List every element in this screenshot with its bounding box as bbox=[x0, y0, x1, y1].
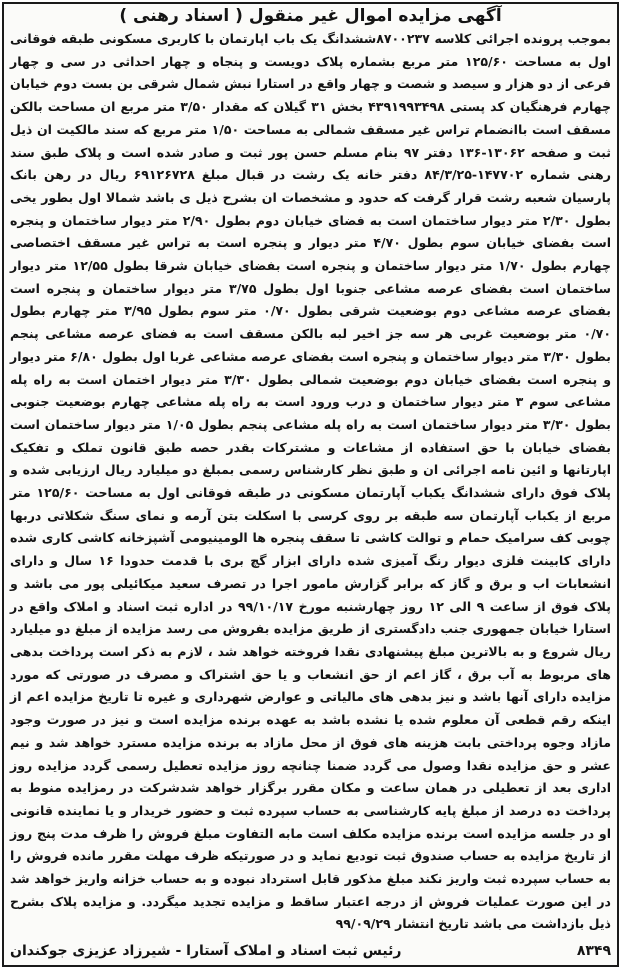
auction-notice bbox=[2, 2, 619, 967]
notice-body: بموجب پرونده اجرائی کلاسه ۸۷۰۰۲۳۷ششدانگ یک باب اپارتمان با کاربری مسکونی طبقه فوقانی اول به مساحت ۱۲۵/۶۰ متر مربع بشماره پلاک دویست و پنجاه و چهار احداثی در سی و چهار فرعی از دو هزار و سیصد و شصت و چهار واقع در استارا نبش شمال شرقی بن بست دوم خیابان چهارم فرهنگیان کد پستی ۴۳۹۱۹۹۳۴۹۸ بخش ۳۱ گیلان که مقدار ۳/۵۰ متر مربع ان مساحت بالکن مسقف است باانضمام تراس غیر مسقف شمالی به مساحت ۱/۵۰ متر مربع که سند مالکیت ان ذیل ثبت و صفحه ۱۳۰۶۲-۱۳۶ دفتر ۹۷ بنام مسلم حسن پور ثبت و صادر شده است و پلاک طبق سند رهنی شماره ۱۴۷۷۰۲-۸۴/۳/۲۵ دفتر خانه یک رشت در قبال مبلغ ۶۹۱۲۶۷۲۸ ریال در رهن بانک پارسیان شعبه رشت قرار گرفت که حدود و مشخصات ان بشرح ذیل ی باشد شمالا اول بطور یخی بطول ۲/۳۰ متر دیوار ساختمان است به فضای خیابان دوم بطول ۲/۹۰ متر دیوار ساختمان و پنجره است بفضای خیابان سوم بطول ۴/۷۰ متر دیوار و پنجره است به تراس غیر مسقف اختصاصی چهارم بطول ۱/۷۰ متر دیوار ساختمان و پنجره است بفضای خیابان شرقا بطول ۱۲/۵۵ متر دیوار ساختمان است بفضای عرصه مشاعی جنوبا اول بطول ۳/۷۵ متر دیوار ساختمان و پنجره است بفضای عرصه مشاعی دوم بوضعیت شرقی بطول ۰/۷۰ متر سوم بطول ۳/۹۵ متر چهارم بطول ۰/۷۰ متر بوضعیت غربی هر سه جز اخیر لبه بالکن مسقف است به فضای عرصه مشاعی پنجم بطول ۳/۳۰ متر دیوار ساختمان و پنجره است بفضای عرصه مشاعی غربا اول بطول ۶/۸۰ متر دیوار و پنجره است بفضای خیابان دوم بوضعیت شمالی بطول ۳/۳۰ متر دیوار اختمان است به راه پله مشاعی سوم ۳ متر دیوار ساختمان و درب ورود است به راه پله مشاعی چهارم بوضعیت جنوبی بطول ۳/۳۰ متر دیوار ساختمان است به راه پله مشاعی پنجم بطول ۱/۰۵ متر دیوار ساختمان است بفضای خیابان با حق استفاده از مشاعات و مشترکات بقدر حصه طبق قانون تملک و تفکیک اپارتانها و ائین نامه اجرائی ان و طبق نظر کارشناس رسمی بمبلغ دو میلیارد ریال ارزیابی شده و پلاک فوق دارای ششدانگ یکباب آپارتمان مسکونی در طبقه فوقانی اول به مساحت ۱۲۵/۶۰ متر مربع از یکباب آپارتمان سه طبقه بر روی کرسی با اسکلت بتن آرمه و نمای سنگ شکلاتی دربها چوبی کف سرامیک حمام و توالت کاشی تا سقف پنجره ها الومینیومی آشپزخانه کاشی کاری شده دارای کابینت فلزی دیوار رنگ آمیزی شده دارای ابزار گچ بری با قدمت حدودا ۱۶ سال و دارای انشعابات اب و برق و گاز که برابر گزارش مامور اجرا در تصرف سعید میکائیلی پور می باشد و پلاک فوق از ساعت ۹ الی ۱۲ روز چهارشنبه مورخ ۹۹/۱۰/۱۷ در اداره ثبت اسناد و املاک واقع در استارا خیابان جمهوری جنب دادگستری از طریق مزایده بفروش می رسد مزایده از مبلغ دو میلیارد ریال شروع و به بالاترین مبلغ پیشنهادی نقدا فروخته خواهد شد ، لازم به ذکر است پرداخت بدهی های مربوط به آب برق ، گاز اعم از حق انشعاب و یا حق اشتراک و مصرف در صورتی که مورد مزایده دارای آنها باشد و نیز بدهی های مالیاتی و عوارض شهرداری و غیره تا تاریخ مزایده اعم از اینکه رقم قطعی آن معلوم شده یا نشده باشد به عهده برنده مزایده است و نیز در صورت وجود مازاد وجوه پرداختی بابت هزینه های فوق از محل مازاد به برنده مزایده مسترد خواهد شد و نیم عشر و حق مزایده نقدا وصول می گردد ضمنا چنانچه روز مزایده تعطیل رسمی گردد مزایده روز اداری بعد از تعطیلی در همان ساعت و مکان مقرر برگزار خواهد شدشرکت در رمزایده منوط به پرداخت ده درصد از مبلغ پایه کارشناسی به حساب سپرده ثبت و حضور خریدار و یا نماینده قانونی او در جلسه مزایده است برنده مزایده مکلف است مابه التفاوت مبلغ فروش را ظرف مدت پنج روز از تاریخ مزایده به حساب صندوق ثبت تودیع نماید و در صورتیکه ظرف مهلت مقرر مانده فروش را به حساب سپرده ثبت واریز نکند مبلغ مذکور قابل استرداد نبوده و به حساب خزانه واریز خواهد شد در این صورت عملیات فروش از درجه اعتبار ساقط و مزایده تجدید میگردد. و مزایده پلاک بشرح ذیل بازداشت می باشد تاریخ انتشار ۹۹/۰۹/۲۹ bbox=[10, 31, 612, 932]
ad-number: ۸۳۴۹ bbox=[576, 943, 611, 959]
notice-footer bbox=[10, 943, 611, 959]
signature-line: رئیس ثبت اسناد و املاک آستارا - شیرزاد عزیزی جوکندان bbox=[10, 943, 402, 959]
notice-title: آگهی مزایده اموال غیر منقول ( اسناد رهنی ) bbox=[119, 6, 502, 26]
